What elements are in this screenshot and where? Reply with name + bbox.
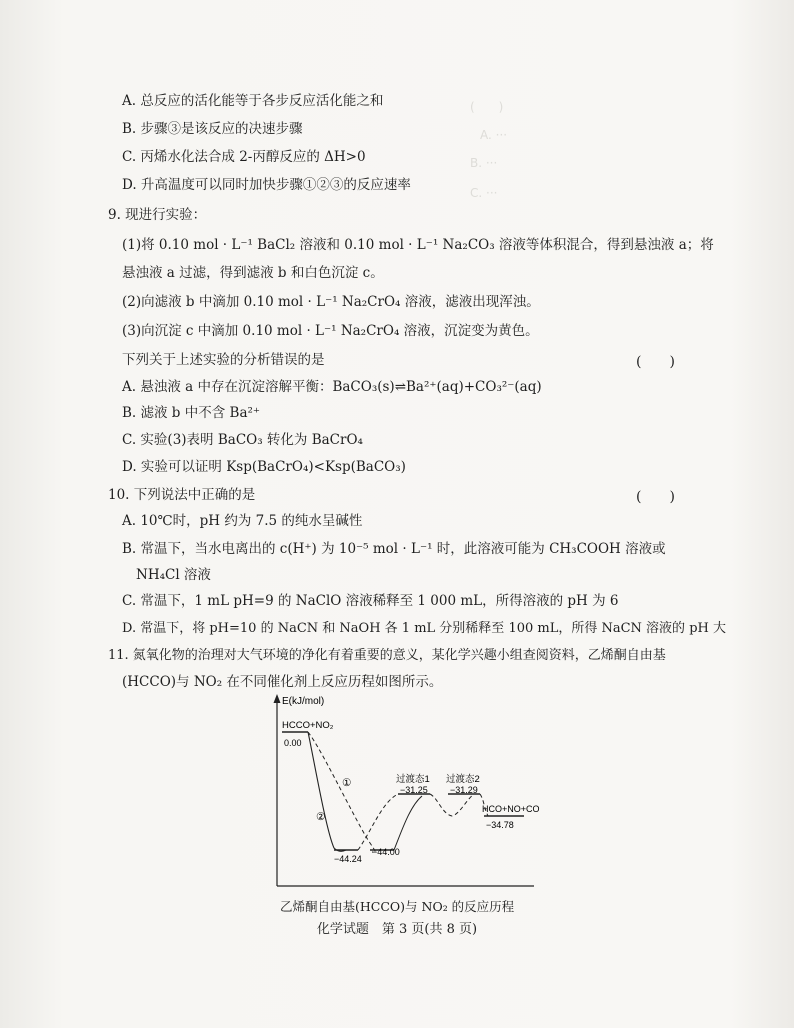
y-axis-arrow [274,694,281,703]
q10-answer-paren: ( ) [636,489,675,505]
q8-option-b: B. 步骤③是该反应的决速步骤 [122,121,303,137]
path-2-curve [308,732,346,851]
q9-answer-paren: ( ) [636,354,675,370]
q10-stem: 10. 下列说法中正确的是 [108,487,256,503]
diagram-caption: 乙烯酮自由基(HCCO)与 NO₂ 的反应历程 [280,899,515,914]
q9-procedure-1b: 悬浊液 a 过滤，得到滤液 b 和白色沉淀 c。 [122,265,384,281]
q11-stem-line2: (HCCO)与 NO₂ 在不同催化剂上反应历程如图所示。 [122,674,443,690]
q10-option-d: D. 常温下，将 pH=10 的 NaCN 和 NaOH 各 1 mL 分别稀释至 100 mL，所得 NaCN 溶液的 pH 大 [122,621,726,636]
q9-option-d: D. 实验可以证明 Ksp(BaCrO₄)<Ksp(BaCO₃) [122,459,406,475]
ts1-label: 过渡态1 [396,774,430,785]
start-species-label: HCCO+NO₂ [282,720,334,731]
q10-option-c: C. 常温下，1 mL pH=9 的 NaClO 溶液稀释至 1 000 mL，所得溶液的 pH 为 6 [122,593,619,609]
start-energy-value: 0.00 [284,738,302,748]
path-to-ts1-solid [394,796,422,850]
end-species-label: HCO+NO+CO [482,804,540,814]
y-axis-label: E(kJ/mol) [282,696,325,707]
ts2-label: 过渡态2 [446,774,480,785]
bleed-through-text: ( ) [470,100,504,114]
q10-option-a: A. 10℃时，pH 约为 7.5 的纯水呈碱性 [122,513,363,529]
q10-option-b-line1: B. 常温下，当水电离出的 c(H⁺) 为 10⁻⁵ mol · L⁻¹ 时，此溶液可能为 CH₃COOH 溶液或 [122,541,666,557]
path-ts1-to-ts2 [430,794,474,816]
min-1-value: −44.24 [334,854,362,864]
ts2-value: −31.29 [450,785,478,795]
q9-stem: 9. 现进行实验： [108,207,207,223]
bleed-through-text: A. ··· [480,128,508,142]
q10-option-b-line2: NH₄Cl 溶液 [136,567,211,583]
q9-option-a: A. 悬浊液 a 中存在沉淀溶解平衡：BaCO₃(s)⇌Ba²⁺(aq)+CO₃²⁻(aq) [122,379,542,395]
reaction-energy-diagram [262,690,542,910]
q9-option-b: B. 滤液 b 中不含 Ba²⁺ [122,405,261,421]
q9-question: 下列关于上述实验的分析错误的是 [122,352,325,368]
end-energy-value: −34.78 [486,820,514,830]
path-2-label: ② [316,811,326,823]
page-footer: 化学试题 第 3 页(共 8 页) [316,922,478,937]
q11-stem-line1: 11. 氮氧化物的治理对大气环境的净化有着重要的意义，某化学兴趣小组查阅资料，乙烯酮自由基 [108,648,666,663]
q9-procedure-3: (3)向沉淀 c 中滴加 0.10 mol · L⁻¹ Na₂CrO₄ 溶液，沉淀变为黄色。 [122,323,539,339]
bleed-through-text: C. ··· [470,186,498,200]
q8-option-c: C. 丙烯水化法合成 2-丙醇反应的 ΔH>0 [122,149,366,165]
path-to-ts1 [358,794,398,850]
path-1-curve [308,732,375,852]
min-2-value: −44.00 [372,847,400,857]
q8-option-a: A. 总反应的活化能等于各步反应活化能之和 [122,93,384,109]
path-1-label: ① [342,777,352,789]
bleed-through-text: B. ··· [470,156,498,170]
ts1-value: −31.25 [400,785,428,795]
q9-procedure-1a: (1)将 0.10 mol · L⁻¹ BaCl₂ 溶液和 0.10 mol · L⁻¹ Na₂CO₃ 溶液等体积混合，得到悬浊液 a；将 [122,237,714,253]
q9-procedure-2: (2)向滤液 b 中滴加 0.10 mol · L⁻¹ Na₂CrO₄ 溶液，滤液出现浑浊。 [122,294,540,310]
q8-option-d: D. 升高温度可以同时加快步骤①②③的反应速率 [122,177,411,193]
q9-option-c: C. 实验(3)表明 BaCO₃ 转化为 BaCrO₄ [122,432,363,448]
